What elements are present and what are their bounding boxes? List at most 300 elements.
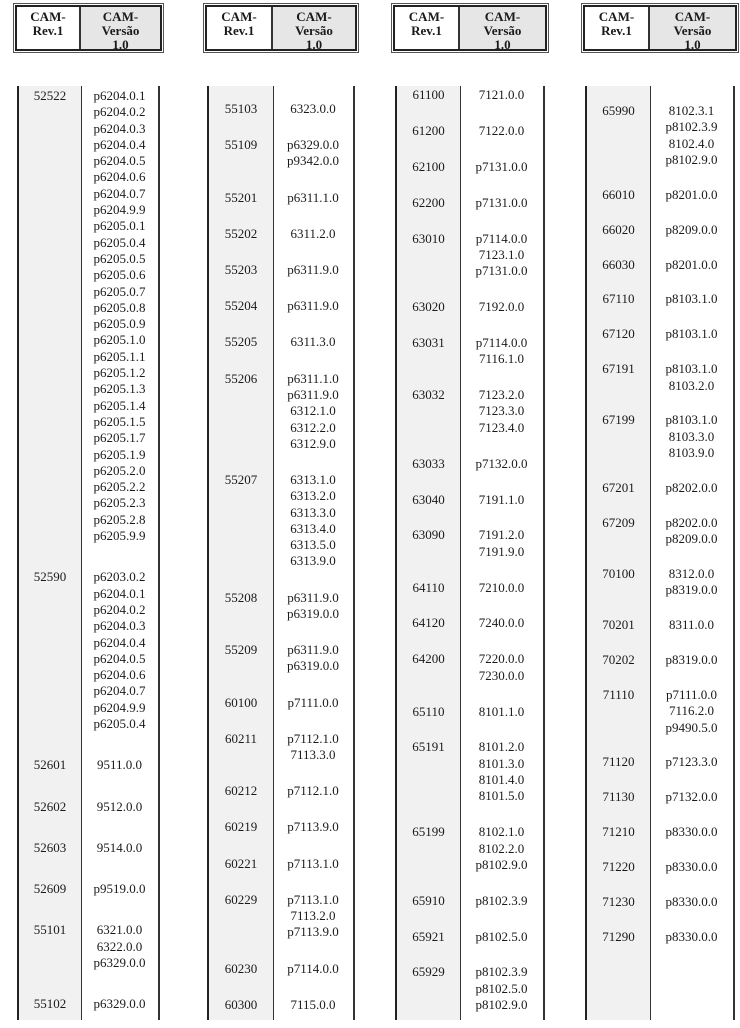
cam-versao-code: p8103.1.0 (665, 326, 718, 342)
cam-rev1-code: 63032 (412, 387, 445, 403)
table-row (209, 783, 353, 799)
cam-versao-code: 8102.4.0 (668, 135, 715, 151)
cam-versao-code: p6311.9.0 (287, 589, 339, 605)
table-rows (209, 101, 353, 1013)
cam-rev1-code: 65929 (412, 964, 445, 980)
cam-versao-list (650, 412, 733, 461)
cam-versao-code: 6322.0.0 (96, 938, 143, 954)
cam-versao-code: 6313.9.0 (290, 553, 336, 569)
cam-versao-list (460, 492, 543, 508)
cam-versao-code: p8103.1.0 (665, 361, 718, 377)
cam-rev1-code: 65910 (412, 892, 445, 908)
cam-rev1-code: 62200 (412, 194, 445, 210)
cam-versao-code: p6204.0.4 (93, 634, 146, 650)
cam-rev1-code: 71220 (602, 859, 635, 875)
cam-versao-code: p7131.0.0 (475, 158, 528, 174)
cam-versao-code: 6313.4.0 (290, 520, 336, 536)
header-text: 1.0 (684, 37, 701, 52)
cam-versao-code: 7240.0.0 (478, 615, 525, 631)
cam-versao-code: p6205.2.3 (93, 495, 146, 511)
cam-rev1-code: 63010 (412, 230, 445, 246)
cam-versao-code: p6205.1.4 (93, 397, 146, 413)
cam-rev1-code: 70100 (602, 565, 635, 581)
cam-rev1-code: 66020 (602, 221, 635, 237)
cam-versao-code: 8103.3.0 (668, 428, 715, 444)
cam-versao-code: p8319.0.0 (665, 652, 718, 668)
cam-rev1-code: 67209 (602, 514, 635, 530)
cam-versao-list (81, 757, 158, 773)
cam-versao-code: p8201.0.0 (665, 256, 718, 272)
header-cam-rev1 (207, 7, 273, 49)
cam-versao-list (460, 456, 543, 472)
cam-versao-code: p6205.2.8 (93, 511, 146, 527)
header-cam-versao (273, 7, 355, 52)
cam-rev1-code: 55109 (224, 137, 258, 153)
cam-versao-code: p8103.1.0 (665, 412, 718, 428)
cam-versao-code: 6312.9.0 (290, 435, 336, 451)
cam-versao-code: p6205.1.1 (93, 348, 146, 364)
cam-rev1-code: 55206 (224, 370, 258, 386)
cam-versao-code: 6311.3.0 (290, 334, 336, 350)
cam-versao-code: 6321.0.0 (96, 922, 143, 938)
table-row (397, 387, 543, 436)
cam-versao-code: 8102.3.1 (668, 103, 715, 118)
cam-versao-code: 6312.1.0 (290, 403, 336, 419)
cam-versao-list (81, 799, 158, 815)
table-row (587, 103, 733, 168)
table-row (209, 997, 353, 1013)
cam-versao-code: 8101.5.0 (478, 788, 525, 804)
cam-rev1-code: 55208 (224, 589, 258, 605)
cam-rev1-code: 64120 (412, 615, 445, 631)
table-row (397, 929, 543, 945)
header-text: CAM- (30, 9, 66, 24)
cam-rev1-code: 60229 (224, 891, 258, 907)
cam-versao-code: p6204.0.7 (93, 185, 146, 201)
table-row (19, 881, 158, 897)
cam-versao-code: 7123.3.0 (478, 403, 525, 419)
cam-versao-code: p7113.1.0 (287, 891, 339, 907)
cam-rev1-code: 71110 (602, 686, 635, 702)
table-row (397, 456, 543, 472)
cam-versao-code: 7191.9.0 (478, 543, 525, 559)
cam-versao-list (650, 566, 733, 599)
header-text: Rev.1 (32, 23, 64, 38)
header-cam-rev1 (17, 7, 81, 49)
cam-versao-code: p6205.0.1 (93, 218, 146, 234)
cam-versao-code: 6313.5.0 (290, 537, 336, 553)
cam-versao-code: p6204.0.3 (93, 618, 146, 634)
cam-versao-code: p6205.0.5 (93, 250, 146, 266)
cam-rev1-code: 61200 (412, 122, 445, 138)
cam-versao-code: p7132.0.0 (475, 455, 528, 471)
header-text: 1.0 (112, 37, 129, 52)
cam-rev1-code: 67199 (602, 412, 635, 428)
cam-versao-list (81, 88, 158, 544)
header-text: Versão (673, 23, 712, 38)
table-row (209, 961, 353, 977)
cam-versao-list (273, 819, 353, 835)
cam-versao-code: p6205.2.2 (93, 479, 146, 495)
cam-rev1-code: 52609 (33, 881, 67, 897)
table-row (397, 492, 543, 508)
table-header (393, 5, 547, 51)
header-cam-versao (460, 7, 545, 52)
cam-rev1-code: 63090 (412, 527, 445, 543)
cam-versao-code: p6205.1.0 (93, 332, 146, 348)
cam-versao-code: p6311.9.0 (287, 642, 339, 658)
cam-rev1-code: 71290 (602, 928, 635, 944)
cam-versao-code: p6329.0.0 (287, 137, 339, 153)
cam-rev1-code: 55209 (224, 642, 258, 658)
cam-rev1-code: 70201 (602, 617, 635, 633)
cam-versao-code: 8101.2.0 (478, 739, 525, 755)
cam-versao-code: p7112.1.0 (287, 730, 339, 746)
table-row (209, 819, 353, 835)
header-text: 1.0 (305, 37, 323, 52)
table-row (397, 704, 543, 720)
header-cam-versao (81, 7, 160, 52)
table-body (585, 86, 735, 1020)
cam-versao-list (460, 231, 543, 280)
cam-versao-code: 8101.3.0 (478, 755, 525, 771)
cam-rev1-code: 65110 (412, 703, 445, 719)
cam-versao-code: p8202.0.0 (665, 514, 718, 530)
cam-versao-list (81, 569, 158, 732)
table-body (207, 86, 355, 1020)
cam-rev1-code: 65990 (602, 103, 635, 118)
cam-versao-list (273, 961, 353, 977)
table-row (587, 257, 733, 273)
cam-versao-code: 8102.1.0 (478, 824, 525, 840)
cam-versao-code: 7116.1.0 (478, 351, 525, 367)
cam-versao-list (460, 335, 543, 368)
table-row (209, 190, 353, 206)
cam-versao-code: 7191.2.0 (478, 527, 525, 543)
cam-versao-list (650, 687, 733, 736)
cam-versao-list (273, 892, 353, 941)
cam-versao-code: p6205.0.9 (93, 316, 146, 332)
table-row (397, 159, 543, 175)
table-row (587, 687, 733, 736)
cam-versao-list (273, 298, 353, 314)
table-rows (397, 87, 543, 1013)
cam-rev1-code: 67191 (602, 361, 635, 377)
cam-versao-code: 7123.1.0 (478, 246, 525, 262)
table-header (583, 5, 737, 51)
table-header (15, 5, 162, 51)
cam-versao-code: p8330.0.0 (665, 859, 718, 875)
cam-versao-code: p6205.9.9 (93, 528, 146, 544)
table-row (587, 187, 733, 203)
cam-versao-code: 6311.2.0 (290, 225, 336, 241)
table-row (587, 894, 733, 910)
cam-versao-list (273, 226, 353, 242)
cam-rev1-code: 52522 (33, 88, 67, 103)
cam-versao-list (273, 371, 353, 452)
cam-versao-list (273, 472, 353, 570)
table-row (397, 87, 543, 103)
header-text: CAM- (296, 9, 332, 24)
cam-versao-code: p6204.0.6 (93, 667, 146, 683)
cam-versao-list (650, 515, 733, 548)
table-row (209, 101, 353, 117)
cam-versao-list (460, 387, 543, 436)
cam-versao-list (460, 929, 543, 945)
cam-versao-code: p7113.9.0 (287, 819, 339, 835)
cam-versao-code: 6323.0.0 (290, 101, 336, 116)
cam-versao-code: p8209.0.0 (665, 531, 718, 547)
cam-versao-list (650, 361, 733, 394)
cam-versao-code: p6205.0.6 (93, 267, 146, 283)
cam-versao-code: p6311.9.0 (287, 262, 339, 278)
cam-versao-list (460, 87, 543, 103)
cam-versao-list (650, 789, 733, 805)
cam-versao-code: p6204.0.2 (93, 601, 146, 617)
cam-versao-code: 8311.0.0 (668, 617, 715, 633)
cam-versao-code: p9342.0.0 (287, 153, 339, 169)
cam-rev1-code: 55102 (33, 996, 67, 1012)
cam-versao-list (460, 739, 543, 804)
cam-versao-code: p6329.0.0 (93, 996, 146, 1012)
cam-rev1-code: 60230 (224, 960, 258, 976)
cam-versao-list (81, 922, 158, 971)
cam-rev1-code: 67110 (602, 291, 635, 307)
header-text: CAM- (408, 9, 445, 24)
header-text: Versão (101, 23, 140, 38)
table-row (587, 515, 733, 548)
header-text: Versão (295, 23, 333, 38)
cam-rev1-code: 71130 (602, 789, 635, 805)
cam-versao-code: p6205.1.2 (93, 365, 146, 381)
table-row (209, 472, 353, 570)
table-row (397, 964, 543, 1013)
cam-versao-list (650, 617, 733, 633)
cam-versao-code: p8330.0.0 (665, 824, 718, 840)
cam-versao-list (81, 840, 158, 856)
cam-versao-list (273, 731, 353, 764)
cam-versao-code: p6319.0.0 (287, 658, 339, 674)
table-row (587, 652, 733, 668)
header-text: Versão (483, 23, 522, 38)
table-row (587, 326, 733, 342)
cam-versao-list (460, 299, 543, 315)
cam-versao-code: 9512.0.0 (96, 798, 143, 814)
cam-versao-list (273, 783, 353, 799)
table-row (397, 893, 543, 909)
table-row (587, 617, 733, 633)
cam-versao-list (460, 527, 543, 560)
cam-versao-code: p8102.3.9 (665, 119, 718, 135)
cam-versao-list (460, 964, 543, 1013)
table-row (397, 335, 543, 368)
cam-rev1-code: 67201 (602, 479, 635, 495)
table-row (209, 856, 353, 872)
table-row (19, 88, 158, 544)
cam-versao-code: p7114.0.0 (475, 334, 528, 350)
cam-rev1-code: 55103 (224, 101, 258, 116)
cam-versao-code: p6205.1.3 (93, 381, 146, 397)
cam-versao-code: p6204.9.9 (93, 699, 146, 715)
cam-rev1-code: 55207 (224, 471, 258, 487)
cam-versao-code: p7131.0.0 (475, 194, 528, 210)
cam-versao-code: 7123.2.0 (478, 387, 525, 403)
table-row (397, 231, 543, 280)
cam-versao-code: p6204.0.2 (93, 104, 146, 120)
cam-versao-list (650, 894, 733, 910)
cam-versao-code: p8209.0.0 (665, 221, 718, 237)
cam-versao-code: 7116.2.0 (668, 703, 715, 719)
cam-versao-code: p6204.0.5 (93, 650, 146, 666)
cam-rev1-code: 65199 (412, 824, 445, 840)
header-cam-rev1 (585, 7, 650, 49)
table-row (19, 569, 158, 732)
table-row (19, 922, 158, 971)
cam-versao-code: 7192.0.0 (478, 299, 525, 315)
cam-versao-list (460, 159, 543, 175)
cam-versao-list (273, 856, 353, 872)
cam-rev1-code: 55203 (224, 262, 258, 278)
cam-versao-code: 8312.0.0 (668, 565, 715, 581)
cam-versao-list (650, 103, 733, 168)
table-row (587, 222, 733, 238)
cam-versao-code: 9511.0.0 (96, 757, 143, 773)
table-row (19, 996, 158, 1012)
cam-versao-code: p6311.1.0 (287, 189, 339, 205)
cam-rev1-code: 52603 (33, 839, 67, 855)
cam-versao-code: p8103.1.0 (665, 291, 718, 307)
cam-versao-code: p8102.3.9 (475, 892, 528, 908)
table-row (397, 824, 543, 873)
cam-versao-code: p7123.3.0 (665, 754, 718, 770)
table-body (395, 86, 545, 1020)
table-row (209, 226, 353, 242)
header-text: CAM- (221, 9, 257, 24)
cam-versao-code: 6313.2.0 (290, 488, 336, 504)
header-text: CAM- (484, 9, 521, 24)
cam-rev1-code: 63040 (412, 491, 445, 507)
header-text: CAM- (102, 9, 139, 24)
cam-rev1-code: 60221 (224, 855, 258, 871)
table-row (587, 361, 733, 394)
cam-rev1-code: 52601 (33, 757, 67, 773)
cam-versao-list (273, 695, 353, 711)
cam-versao-code: p8102.3.9 (475, 964, 528, 980)
cam-versao-list (650, 652, 733, 668)
table-row (587, 480, 733, 496)
cam-versao-code: p8202.0.0 (665, 479, 718, 495)
cam-versao-code: p6205.0.4 (93, 234, 146, 250)
table-row (209, 892, 353, 941)
cam-versao-list (460, 195, 543, 211)
table-row (209, 590, 353, 623)
table-row (397, 615, 543, 631)
cam-versao-code: 7220.0.0 (478, 651, 525, 667)
cam-rev1-code: 60212 (224, 783, 258, 799)
header-text: CAM- (598, 9, 635, 24)
header-text: Rev.1 (411, 23, 442, 38)
header-cam-rev1 (395, 7, 460, 49)
cam-versao-list (460, 893, 543, 909)
cam-versao-code: p7114.0.0 (475, 230, 528, 246)
table-row (397, 527, 543, 560)
cam-versao-code: p6205.0.4 (93, 715, 146, 731)
cam-versao-code: p7131.0.0 (475, 263, 528, 279)
cam-rev1-code: 52590 (33, 569, 67, 585)
table-row (397, 123, 543, 139)
cam-versao-code: 8101.4.0 (478, 772, 525, 788)
cam-rev1-code: 55205 (224, 334, 258, 350)
table-row (587, 291, 733, 307)
table-row (209, 298, 353, 314)
cam-versao-list (273, 262, 353, 278)
cam-rev1-code: 52602 (33, 798, 67, 814)
cam-versao-list (81, 996, 158, 1012)
cam-versao-list (81, 881, 158, 897)
cam-versao-code: p8102.9.0 (475, 997, 528, 1013)
cam-rev1-code: 70202 (602, 652, 635, 668)
cam-versao-list (650, 222, 733, 238)
cam-versao-code: 7121.0.0 (478, 87, 525, 102)
cam-versao-code: p6204.0.4 (93, 136, 146, 152)
cam-versao-code: p8102.9.0 (665, 151, 718, 167)
cam-rev1-code: 61100 (412, 87, 445, 102)
cam-versao-list (650, 480, 733, 496)
cam-versao-list (460, 651, 543, 684)
table-row (209, 262, 353, 278)
cam-versao-code: p6204.9.9 (93, 202, 146, 218)
cam-versao-list (273, 137, 353, 170)
table-row (397, 739, 543, 804)
cam-versao-list (460, 615, 543, 631)
header-cam-versao (650, 7, 735, 52)
cam-versao-code: 8101.1.0 (478, 703, 525, 719)
cam-rev1-code: 66010 (602, 186, 635, 202)
cam-versao-code: p8102.9.0 (475, 856, 528, 872)
cam-versao-list (650, 326, 733, 342)
cam-versao-list (460, 123, 543, 139)
cam-rev1-code: 71120 (602, 754, 635, 770)
cam-versao-code: p6329.0.0 (93, 955, 146, 971)
cam-rev1-code: 62100 (412, 158, 445, 174)
cam-versao-code: p6205.0.7 (93, 283, 146, 299)
cam-versao-code: 7230.0.0 (478, 667, 525, 683)
cam-rev1-code: 63033 (412, 455, 445, 471)
header-text: 1.0 (494, 37, 511, 52)
cam-versao-code: p6205.1.7 (93, 430, 146, 446)
cam-versao-code: p7112.1.0 (287, 783, 339, 799)
cam-versao-code: 8102.2.0 (478, 840, 525, 856)
cam-versao-code: 7113.3.0 (290, 747, 336, 763)
cam-versao-code: p6205.1.5 (93, 413, 146, 429)
cam-rev1-code: 71210 (602, 824, 635, 840)
cam-versao-code: p6311.9.0 (287, 386, 339, 402)
cam-rev1-code: 67120 (602, 326, 635, 342)
cam-versao-code: 7123.4.0 (478, 419, 525, 435)
table-row (587, 929, 733, 945)
cam-rev1-code: 60211 (224, 730, 258, 746)
cam-versao-list (273, 997, 353, 1013)
cam-versao-list (273, 590, 353, 623)
cam-versao-code: p6203.0.2 (93, 569, 146, 585)
cam-rev1-code: 64110 (412, 579, 445, 595)
cam-versao-code: p6204.0.3 (93, 120, 146, 136)
table-row (209, 731, 353, 764)
cam-versao-code: p6204.0.1 (93, 585, 146, 601)
table-row (397, 195, 543, 211)
cam-rev1-code: 64200 (412, 651, 445, 667)
cam-versao-code: p9490.5.0 (665, 719, 718, 735)
